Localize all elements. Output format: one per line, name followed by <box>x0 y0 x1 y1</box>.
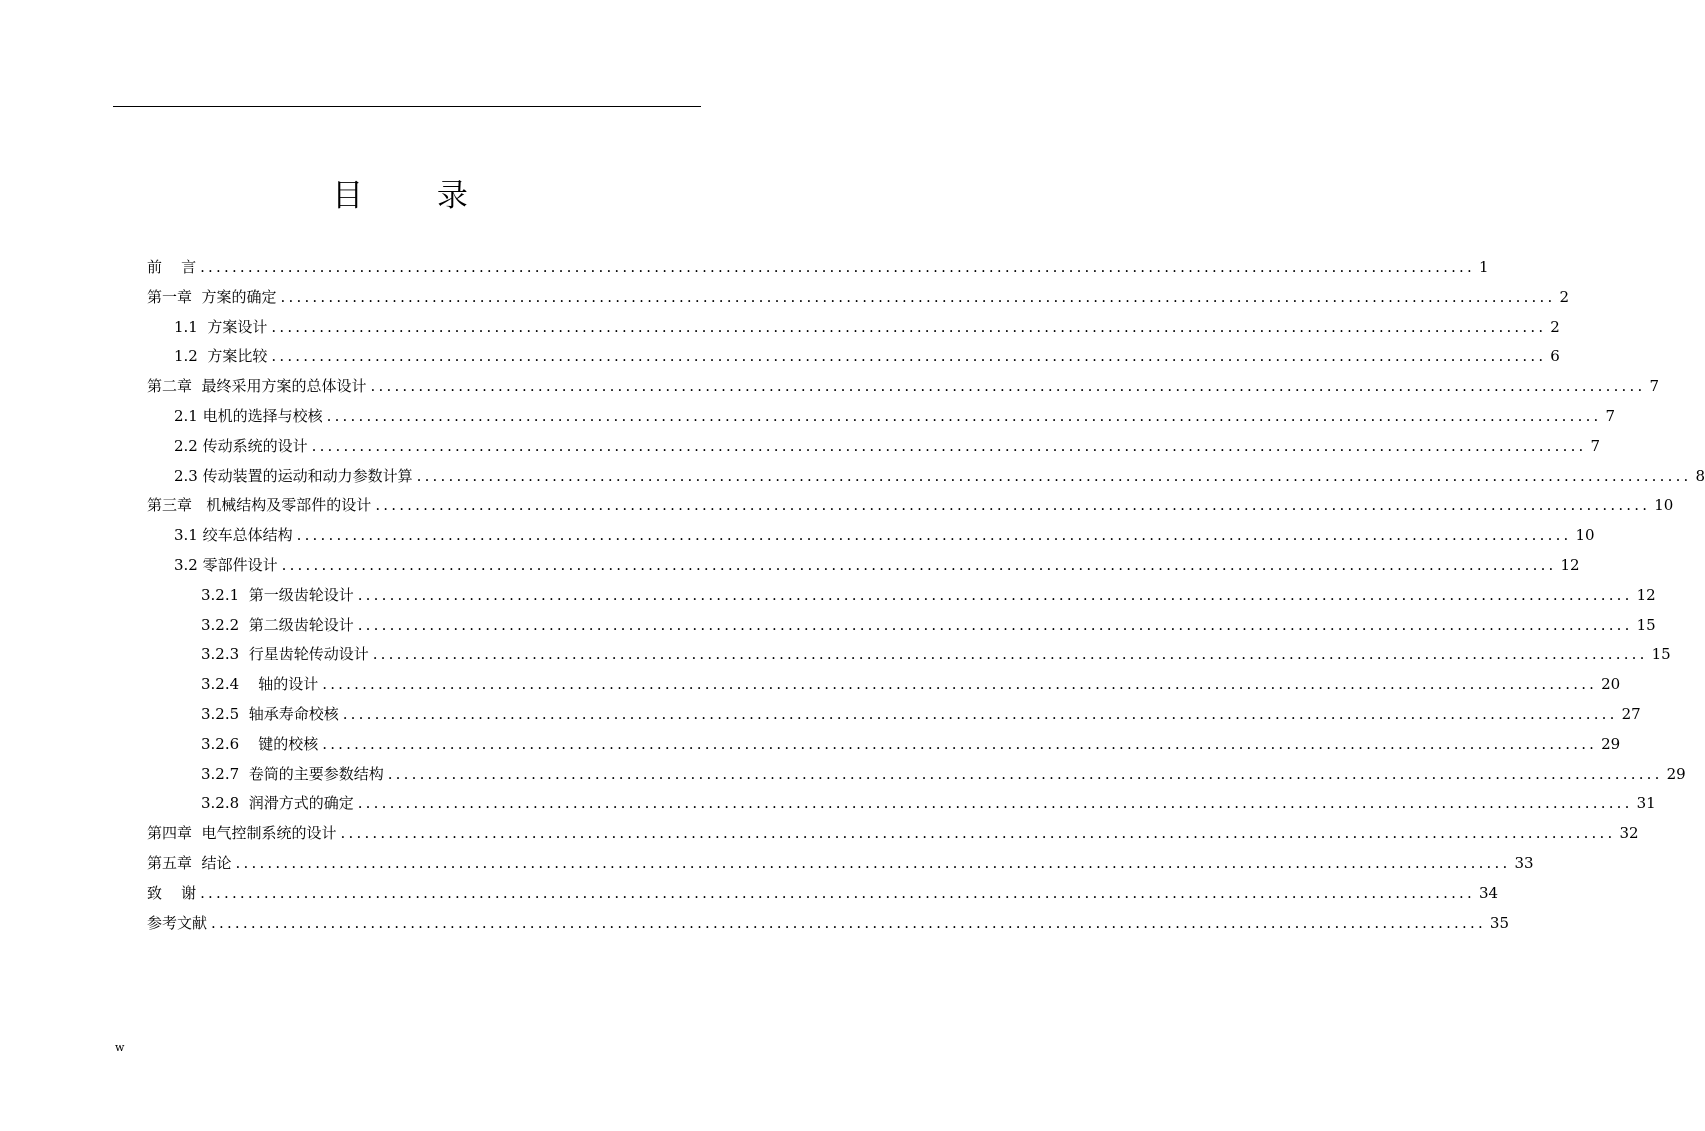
toc-entry-page: 29 <box>1601 734 1621 753</box>
toc-entry-label: 3.2.6 键的校核 <box>201 734 319 753</box>
toc-entry[interactable] <box>147 462 1705 492</box>
toc-entry-label: 2.1 电机的选择与校核 <box>174 406 323 425</box>
toc-entry-page: 7 <box>1590 436 1601 455</box>
toc-entry-page: 7 <box>1649 377 1659 396</box>
toc-leader-dots: ................................................................................................................................................................ <box>357 585 1633 604</box>
toc-entry[interactable] <box>147 372 1659 402</box>
toc-entry-page: 12 <box>1560 555 1580 574</box>
toc-entry-label: 第二章 最终采用方案的总体设计 <box>147 377 367 396</box>
toc-entry-label: 1.1 方案设计 <box>174 317 268 336</box>
toc-entry[interactable] <box>147 879 1499 909</box>
toc-entry-label: 3.2.1 第一级齿轮设计 <box>201 585 354 604</box>
toc-leader-dots: ................................................................................................................................................................ <box>235 853 1511 872</box>
toc-entry[interactable] <box>147 521 1595 551</box>
toc-leader-dots: ................................................................................................................................................................ <box>416 466 1692 485</box>
toc-leader-dots: ................................................................................................................................................................ <box>342 704 1618 723</box>
page-title: 目 录 <box>332 178 500 214</box>
toc-entry-page: 10 <box>1575 526 1595 545</box>
toc-entry-page: 27 <box>1621 704 1641 723</box>
toc-entry[interactable] <box>147 491 1674 521</box>
toc-entry[interactable] <box>147 730 1621 760</box>
toc-entry[interactable] <box>147 700 1641 730</box>
toc-leader-dots: ................................................................................................................................................................ <box>271 317 1547 336</box>
toc-entry-page: 12 <box>1636 585 1656 604</box>
toc-entry[interactable] <box>147 760 1686 790</box>
toc-leader-dots: ................................................................................................................................................................ <box>372 645 1648 664</box>
toc-leader-dots: ................................................................................................................................................................ <box>370 377 1646 396</box>
toc-entry-page: 8 <box>1695 466 1705 485</box>
toc-entry-label: 3.2.7 卷筒的主要参数结构 <box>201 764 384 783</box>
toc-leader-dots: ................................................................................................................................................................ <box>280 287 1556 306</box>
toc-entry[interactable] <box>147 909 1509 939</box>
toc-leader-dots: ................................................................................................................................................................ <box>357 794 1633 813</box>
toc-entry-page: 34 <box>1478 883 1499 902</box>
toc-entry-page: 1 <box>1478 258 1489 276</box>
toc-leader-dots: ................................................................................................................................................................ <box>211 913 1486 932</box>
toc-entry[interactable] <box>147 611 1656 641</box>
toc-leader-dots: ................................................................................................................................................................ <box>296 526 1572 545</box>
toc-entry[interactable] <box>147 849 1534 879</box>
toc-leader-dots: ................................................................................................................................................................ <box>340 824 1616 843</box>
toc-entry-label: 3.2.4 轴的设计 <box>201 675 319 694</box>
toc-entry-label: 第一章 方案的确定 <box>147 287 277 306</box>
toc-entry-page: 32 <box>1619 824 1639 843</box>
toc-entry[interactable] <box>147 432 1601 462</box>
toc-entry[interactable] <box>147 313 1560 343</box>
toc-entry-label: 2.2 传动系统的设计 <box>174 436 308 455</box>
toc-entry-page: 31 <box>1636 794 1656 813</box>
toc-entry-label: 第四章 电气控制系统的设计 <box>147 824 337 843</box>
toc-entry[interactable] <box>147 640 1671 670</box>
toc-entry[interactable] <box>147 581 1656 611</box>
toc-entry-label: 3.1 绞车总体结构 <box>174 526 293 545</box>
toc-entry[interactable] <box>147 402 1616 432</box>
toc-leader-dots: ................................................................................................................................................................ <box>200 258 1475 276</box>
toc-entry-label: 3.2.3 行星齿轮传动设计 <box>201 645 369 664</box>
toc-entry-page: 6 <box>1550 347 1560 366</box>
toc-leader-dots: ................................................................................................................................................................ <box>357 615 1633 634</box>
toc-entry[interactable] <box>147 789 1656 819</box>
toc-entry-page: 15 <box>1651 645 1671 664</box>
toc-entry-page: 20 <box>1601 675 1621 694</box>
toc-leader-dots: ................................................................................................................................................................ <box>387 764 1663 783</box>
toc-entry-page: 7 <box>1605 406 1616 425</box>
toc-entry-page: 15 <box>1636 615 1656 634</box>
toc-entry-page: 35 <box>1489 913 1509 932</box>
toc-entry-label: 第五章 结论 <box>147 853 232 872</box>
toc-entry-page: 2 <box>1559 287 1569 306</box>
toc-entry-page: 10 <box>1654 496 1674 515</box>
toc-leader-dots: ................................................................................................................................................................ <box>322 675 1598 694</box>
footer-mark: w <box>115 1041 125 1054</box>
toc-leader-dots: ................................................................................................................................................................ <box>311 436 1587 455</box>
toc-leader-dots: ................................................................................................................................................................ <box>271 347 1547 366</box>
toc-entry[interactable] <box>147 253 1489 283</box>
table-of-contents <box>147 253 1705 938</box>
toc-entry-label: 第三章 机械结构及零部件的设计 <box>147 496 372 515</box>
toc-entry-page: 2 <box>1550 317 1560 336</box>
toc-entry-label: 参考文献 <box>147 913 208 932</box>
toc-entry-label: 3.2.5 轴承寿命校核 <box>201 704 339 723</box>
header-rule <box>113 106 701 107</box>
toc-leader-dots: ................................................................................................................................................................ <box>281 555 1557 574</box>
toc-entry-label: 2.3 传动装置的运动和动力参数计算 <box>174 466 413 485</box>
toc-leader-dots: ................................................................................................................................................................ <box>200 883 1475 902</box>
toc-leader-dots: ................................................................................................................................................................ <box>375 496 1651 515</box>
toc-entry[interactable] <box>147 551 1580 581</box>
toc-entry[interactable] <box>147 342 1560 372</box>
toc-leader-dots: ................................................................................................................................................................ <box>322 734 1598 753</box>
toc-entry[interactable] <box>147 819 1639 849</box>
toc-leader-dots: ................................................................................................................................................................ <box>326 406 1602 425</box>
toc-entry-label: 3.2 零部件设计 <box>174 555 278 574</box>
toc-entry[interactable] <box>147 283 1569 313</box>
toc-entry-label: 1.2 方案比较 <box>174 347 268 366</box>
toc-entry-label: 3.2.2 第二级齿轮设计 <box>201 615 354 634</box>
toc-entry-page: 29 <box>1666 764 1686 783</box>
toc-entry-label: 3.2.8 润滑方式的确定 <box>201 794 354 813</box>
toc-entry-label: 前 言 <box>147 258 197 276</box>
toc-entry[interactable] <box>147 670 1621 700</box>
toc-entry-label: 致 谢 <box>147 883 197 902</box>
toc-entry-page: 33 <box>1514 853 1534 872</box>
